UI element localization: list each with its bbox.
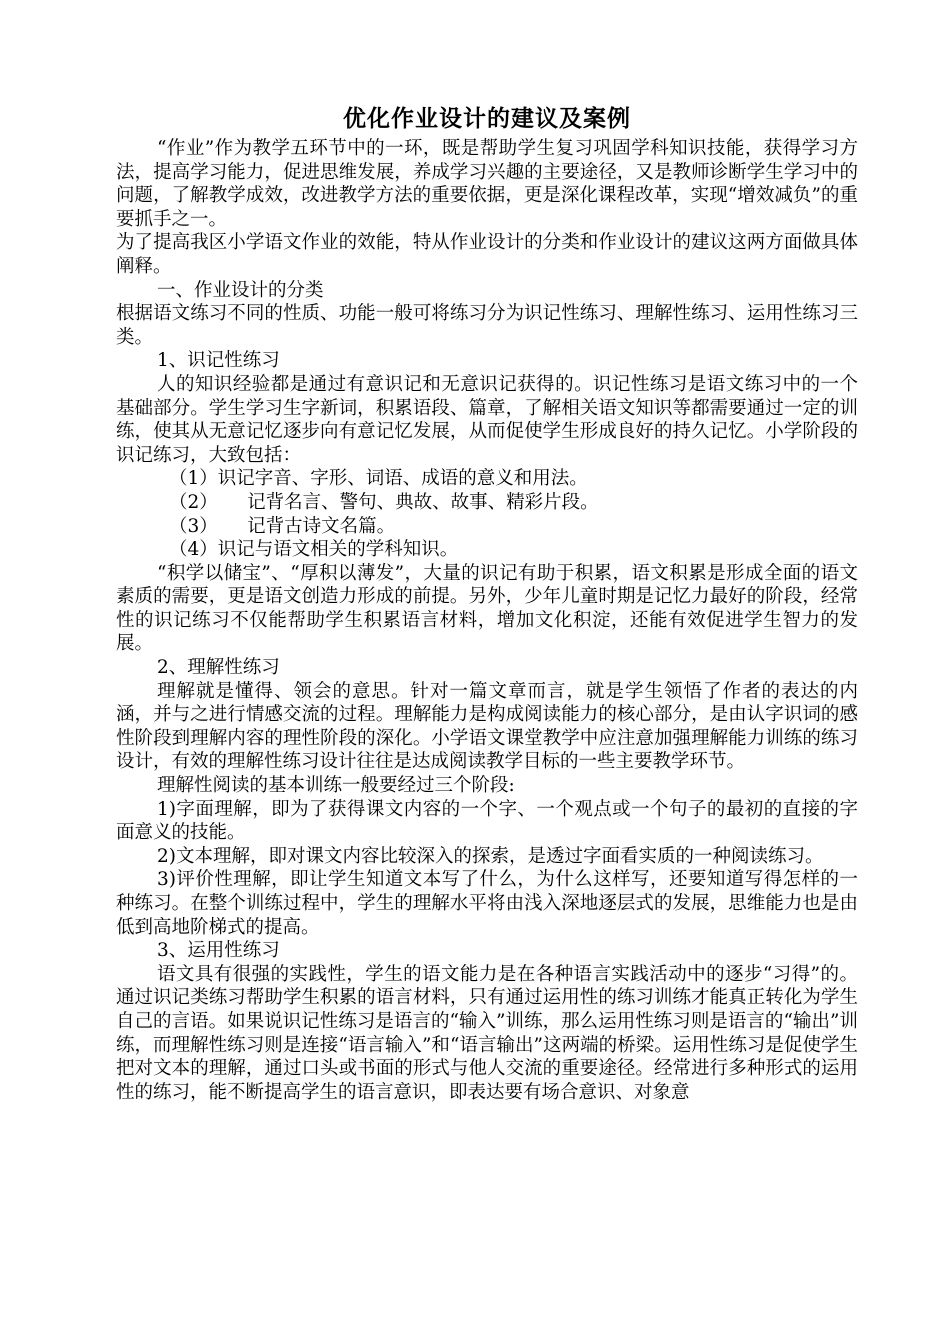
paragraph-comprehension: 理解就是懂得、领会的意思。针对一篇文章而言，就是学生领悟了作者的表达的内涵，并与之进行情感交流的过程。理解能力是构成阅读能力的核心部分，是由认字识词的感性阶段到理解内容的理性阶段的深化。小学语文课堂教学中应注意加强理解能力训练的练习设计，有效的理解性练习设计往往是达成阅读教学目标的一些主要教学环节。 (116, 680, 858, 773)
list-item-4: （4）识记与语文相关的学科知识。 (169, 539, 459, 561)
subheading-comprehension: 2、理解性练习 (157, 657, 280, 679)
stage-2: 2)文本理解，即对课文内容比较深入的探索，是透过字面看实质的一种阅读练习。 (157, 845, 824, 867)
stage-3: 3)评价性理解，即让学生知道文本写了什么，为什么这样写，还要知道写得怎样的一种练习。在整个训练过程中，学生的理解水平将由浅入深地逐层式的发展，思维能力也是由低到高地阶梯式的提高。 (116, 869, 858, 938)
list-item-2: （2） 记背名言、警句、典故、故事、精彩片段。 (169, 491, 599, 513)
list-item-1: （1）识记字音、字形、词语、成语的意义和用法。 (169, 468, 588, 490)
subheading-memorization: 1、识记性练习 (157, 350, 280, 372)
paragraph-application: 语文具有很强的实践性，学生的语文能力是在各种语言实践活动中的逐步“习得”的。通过识记类练习帮助学生积累的语言材料，只有通过运用性的练习训练才能真正转化为学生自己的言语。如果说识记性练习是语言的“输入”训练，那么运用性练习则是语言的“输出”训练，而理解性练习则是连接“语言输入”和“语言输出”这两端的桥梁。运用性练习是促使学生把对文本的理解，通过口头或书面的形式与他人交流的重要途径。经常进行多种形式的运用性的练习，能不断提高学生的语言意识，即表达要有场合意识、对象意 (116, 963, 858, 1103)
document-title: 优化作业设计的建议及案例 (343, 105, 631, 132)
paragraph-purpose: 为了提高我区小学语文作业的效能，特从作业设计的分类和作业设计的建议这两方面做具体阐释。 (116, 232, 858, 277)
paragraph-accumulation: “积学以储宝”、“厚积以薄发”，大量的识记有助于积累，语文积累是形成全面的语文素质的需要，更是语文创造力形成的前提。另外，少年儿童时期是记忆力最好的阶段，经常性的识记练习不仅能帮助学生积累语言材料，增加文化积淀，还能有效促进学生智力的发展。 (116, 562, 858, 655)
section-heading-classification: 一、作业设计的分类 (157, 279, 324, 301)
subheading-application: 3、运用性练习 (157, 940, 280, 962)
paragraph-intro: “作业”作为教学五环节中的一环，既是帮助学生复习巩固学科知识技能，获得学习方法，提高学习能力，促进思维发展，养成学习兴趣的主要途径，又是教师诊断学生学习中的问题，了解教学成效，改进教学方法的重要依据，更是深化课程改革，实现“增效减负”的重要抓手之一。 (116, 138, 858, 230)
stage-1: 1)字面理解，即为了获得课文内容的一个字、一个观点或一个句子的最初的直接的字面意义的技能。 (116, 798, 858, 844)
paragraph-stages: 理解性阅读的基本训练一般要经过三个阶段: (157, 775, 515, 797)
paragraph-classification: 根据语文练习不同的性质、功能一般可将练习分为识记性练习、理解性练习、运用性练习三类。 (116, 303, 858, 348)
list-item-3: （3） 记背古诗文名篇。 (169, 515, 396, 537)
paragraph-memorization: 人的知识经验都是通过有意识记和无意识记获得的。识记性练习是语文练习中的一个基础部分。学生学习生字新词，积累语段、篇章，了解相关语文知识等都需要通过一定的训练，使其从无意记忆逐步向有意记忆发展，从而促使学生形成良好的持久记忆。小学阶段的识记练习，大致包括： (116, 373, 858, 466)
document-page (116, 104, 858, 1104)
